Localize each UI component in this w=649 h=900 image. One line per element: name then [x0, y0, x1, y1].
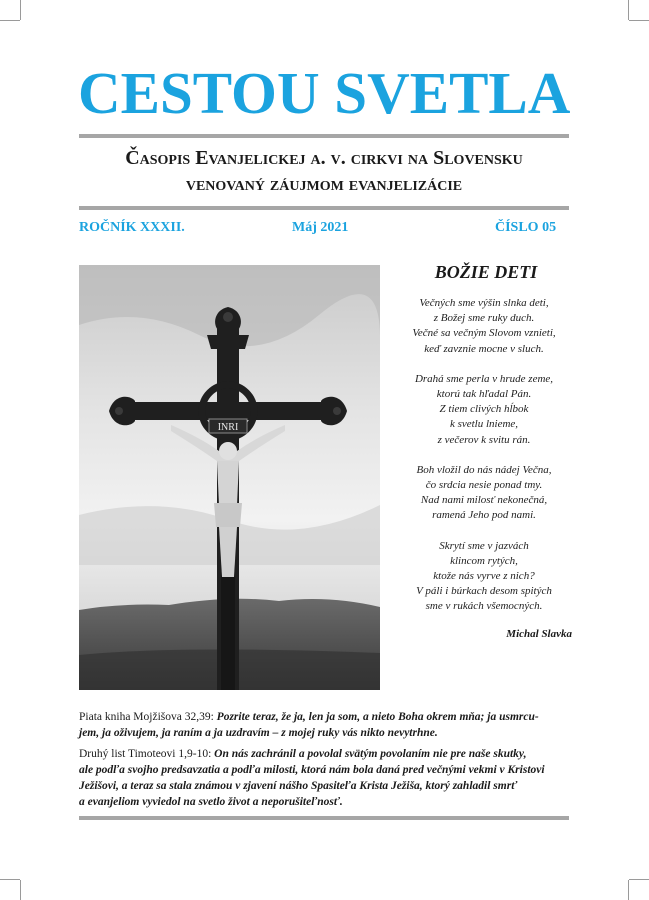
- poem-line: čo srdcia nesie ponad tmy.: [425, 479, 543, 492]
- poem-line: V páli i búrkach desom spitých: [416, 585, 552, 598]
- poem-author: Michal Slavka: [506, 628, 572, 640]
- issue-date: Máj 2021: [292, 220, 349, 235]
- poem-stanza: [396, 372, 572, 448]
- crop-mark: [629, 879, 649, 880]
- bible-verse-2: [79, 746, 571, 810]
- verse-text: a evanjeliom vyviedol na svetlo život a neporušiteľnosť.: [79, 796, 343, 808]
- crop-mark: [0, 20, 20, 21]
- crop-mark: [0, 879, 20, 880]
- poem-stanza: [396, 463, 572, 524]
- verse-reference: Piata kniha Mojžišova 32,39:: [79, 711, 214, 723]
- poem-stanza: [396, 539, 572, 615]
- poem-line: ramená Jeho pod nami.: [432, 509, 536, 522]
- poem-body: [396, 296, 572, 630]
- poem-line: z večerov k svitu rán.: [437, 433, 531, 446]
- poem-line: klincom rytých,: [450, 554, 518, 567]
- inri-plaque: INRI: [217, 422, 239, 433]
- issue-volume: ROČNÍK XXXII.: [79, 220, 185, 235]
- verse-reference: Druhý list Timoteovi 1,9-10:: [79, 748, 212, 760]
- crop-mark: [628, 880, 629, 900]
- verse-text: ale podľa svojho predsavzatia a podľa milosti, ktorá nám bola daná pred večnými vekmi v Kristovi: [79, 764, 545, 776]
- subtitle-line-2: venovaný záujmom evanjelizácie: [185, 173, 463, 195]
- poem-line: Nad nami milosť nekonečná,: [420, 494, 548, 507]
- verse-text: Pozrite teraz, že ja, len ja som, a nieto Boha okrem mňa; ja usmrcu-: [216, 711, 539, 723]
- crop-mark: [20, 0, 21, 20]
- poem-line: Skrytí sme v jazvách: [439, 539, 529, 552]
- crucifix-photo: [79, 265, 380, 690]
- poem-line: Večné sa večným Slovom vznieti,: [412, 327, 556, 340]
- verse-text: jem, ja oživujem, ja raním a ja uzdravím – z mojej ruky vás nikto nevytrhne.: [79, 727, 438, 739]
- poem-line: ktože nás vyrve z nich?: [433, 570, 535, 583]
- poem-line: ktorú tak hľadal Pán.: [436, 388, 532, 401]
- poem-line: Večných sme výšin slnka deti,: [419, 297, 549, 309]
- rule-divider: [79, 206, 569, 210]
- rule-divider: [79, 816, 569, 820]
- poem-line: Boh vložil do nás nádej Večna,: [416, 463, 552, 476]
- poem-line: Drahá sme perla v hrude zeme,: [414, 372, 554, 385]
- poem-line: Z tiem clivých hĺbok: [439, 403, 529, 416]
- poem-title: BOŽIE DETI: [434, 262, 538, 282]
- poem-stanza: [396, 296, 572, 357]
- issue-number: ČÍSLO 05: [495, 220, 557, 235]
- poem-line: k svetlu lnieme,: [449, 418, 519, 431]
- bible-verse-1: [79, 709, 571, 741]
- verse-text: Ježišovi, a teraz sa stala známou v zjavení nášho Spasiteľa Krista Ježiša, ktorý zahladil smrť: [79, 780, 518, 792]
- crop-mark: [20, 880, 21, 900]
- poem-line: sme v rukách všemocných.: [425, 600, 543, 613]
- verse-text: On nás zachránil a povolal svätým povolaním nie pre naše skutky,: [214, 748, 527, 760]
- poem-line: z Božej sme ruky duch.: [433, 312, 535, 325]
- poem-line: keď zavznie mocne v sluch.: [424, 342, 544, 355]
- rule-divider: [79, 134, 569, 138]
- masthead-title: CESTOU SVETLA: [78, 60, 571, 126]
- crop-mark: [628, 0, 629, 20]
- crop-mark: [629, 20, 649, 21]
- subtitle-line-1: Časopis Evanjelickej a. v. cirkvi na Slovensku: [125, 147, 523, 169]
